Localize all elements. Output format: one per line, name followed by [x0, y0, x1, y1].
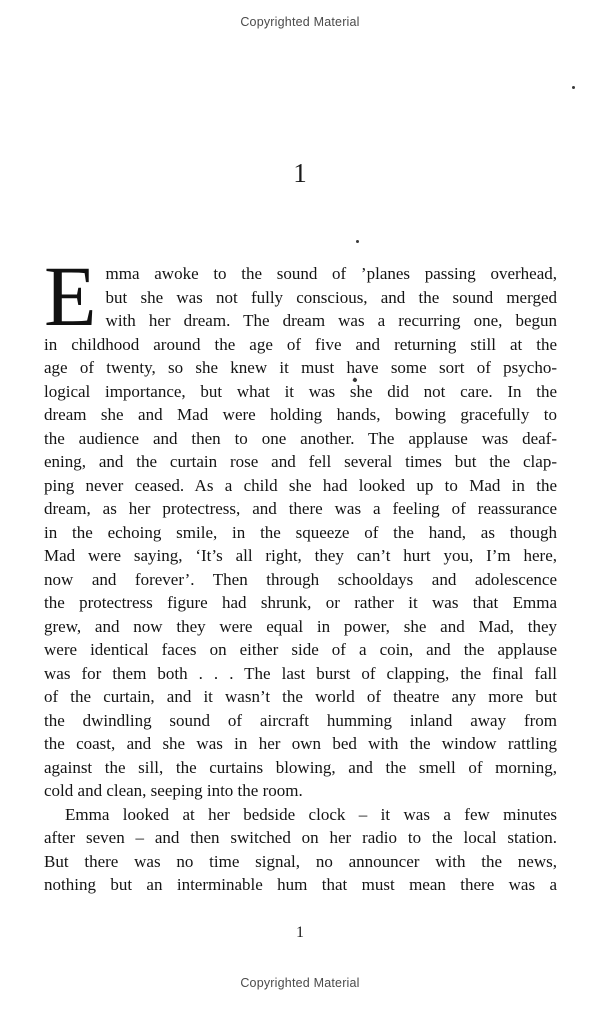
text-line: but she was not fully conscious, and the sound merged	[105, 287, 557, 307]
drop-cap-letter: E	[44, 248, 97, 344]
chapter-number: 1	[293, 158, 307, 188]
body-text	[44, 248, 557, 897]
copyright-notice-top: Copyrighted Material	[240, 15, 360, 29]
paragraph-opening	[44, 248, 557, 803]
text-line: ening, and the curtain rose and fell several times but the clap-	[44, 452, 557, 471]
page-number: 1	[296, 924, 304, 941]
text-line: now and forever’. Then through schooldays and adolescence	[44, 569, 557, 589]
text-line: dream she and Mad were holding hands, bowing gracefully to	[44, 405, 557, 424]
text-line: the dwindling sound of aircraft humming inland away from	[44, 710, 557, 730]
text-line: Mad were saying, ‘It’s all right, they can’t hurt you, I’m here,	[44, 546, 557, 565]
copyright-notice-bottom: Copyrighted Material	[240, 976, 360, 990]
text-line: was for them both . . . The last burst of clapping, the final fall	[44, 663, 557, 683]
text-line: against the sill, the curtains blowing, and the smell of morning,	[44, 757, 557, 777]
text-line: the audience and then to one another. The applause was deaf-	[44, 428, 557, 448]
paragraph-second	[44, 803, 557, 897]
text-line: cold and clean, seeping into the room.	[44, 781, 303, 800]
text-line: the coast, and she was in her own bed with the window rattling	[44, 734, 557, 753]
text-line: after seven – and then switched on her radio to the local station.	[44, 828, 557, 847]
text-line: were identical faces on either side of a coin, and the applause	[44, 640, 557, 659]
text-line: in childhood around the age of five and returning still at the	[44, 334, 557, 354]
text-line: mma awoke to the sound of ’planes passing overhead,	[105, 264, 557, 283]
text-line: age of twenty, so she knew it must have some sort of psycho-	[44, 358, 557, 377]
scan-artifact-dot	[356, 240, 359, 243]
text-line: the protectress figure had shrunk, or rather it was that Emma	[44, 593, 557, 612]
text-line: in the echoing smile, in the squeeze of the hand, as though	[44, 522, 557, 542]
scan-artifact-dot	[572, 86, 575, 89]
text-line: with her dream. The dream was a recurring one, begun	[105, 311, 557, 330]
text-line: grew, and now they were equal in power, she and Mad, they	[44, 616, 557, 636]
text-line: nothing but an interminable hum that must mean there was a	[44, 875, 557, 894]
text-line: of the curtain, and it wasn’t the world of theatre any more but	[44, 687, 557, 706]
text-line: dream, as her protectress, and there was a feeling of reassurance	[44, 499, 557, 518]
text-line: Emma looked at her bedside clock – it was a few minutes	[65, 804, 557, 824]
text-line: ping never ceased. As a child she had looked up to Mad in the	[44, 475, 557, 495]
text-line: logical importance, but what it was she did not care. In the	[44, 381, 557, 401]
text-line: But there was no time signal, no announcer with the news,	[44, 851, 557, 871]
